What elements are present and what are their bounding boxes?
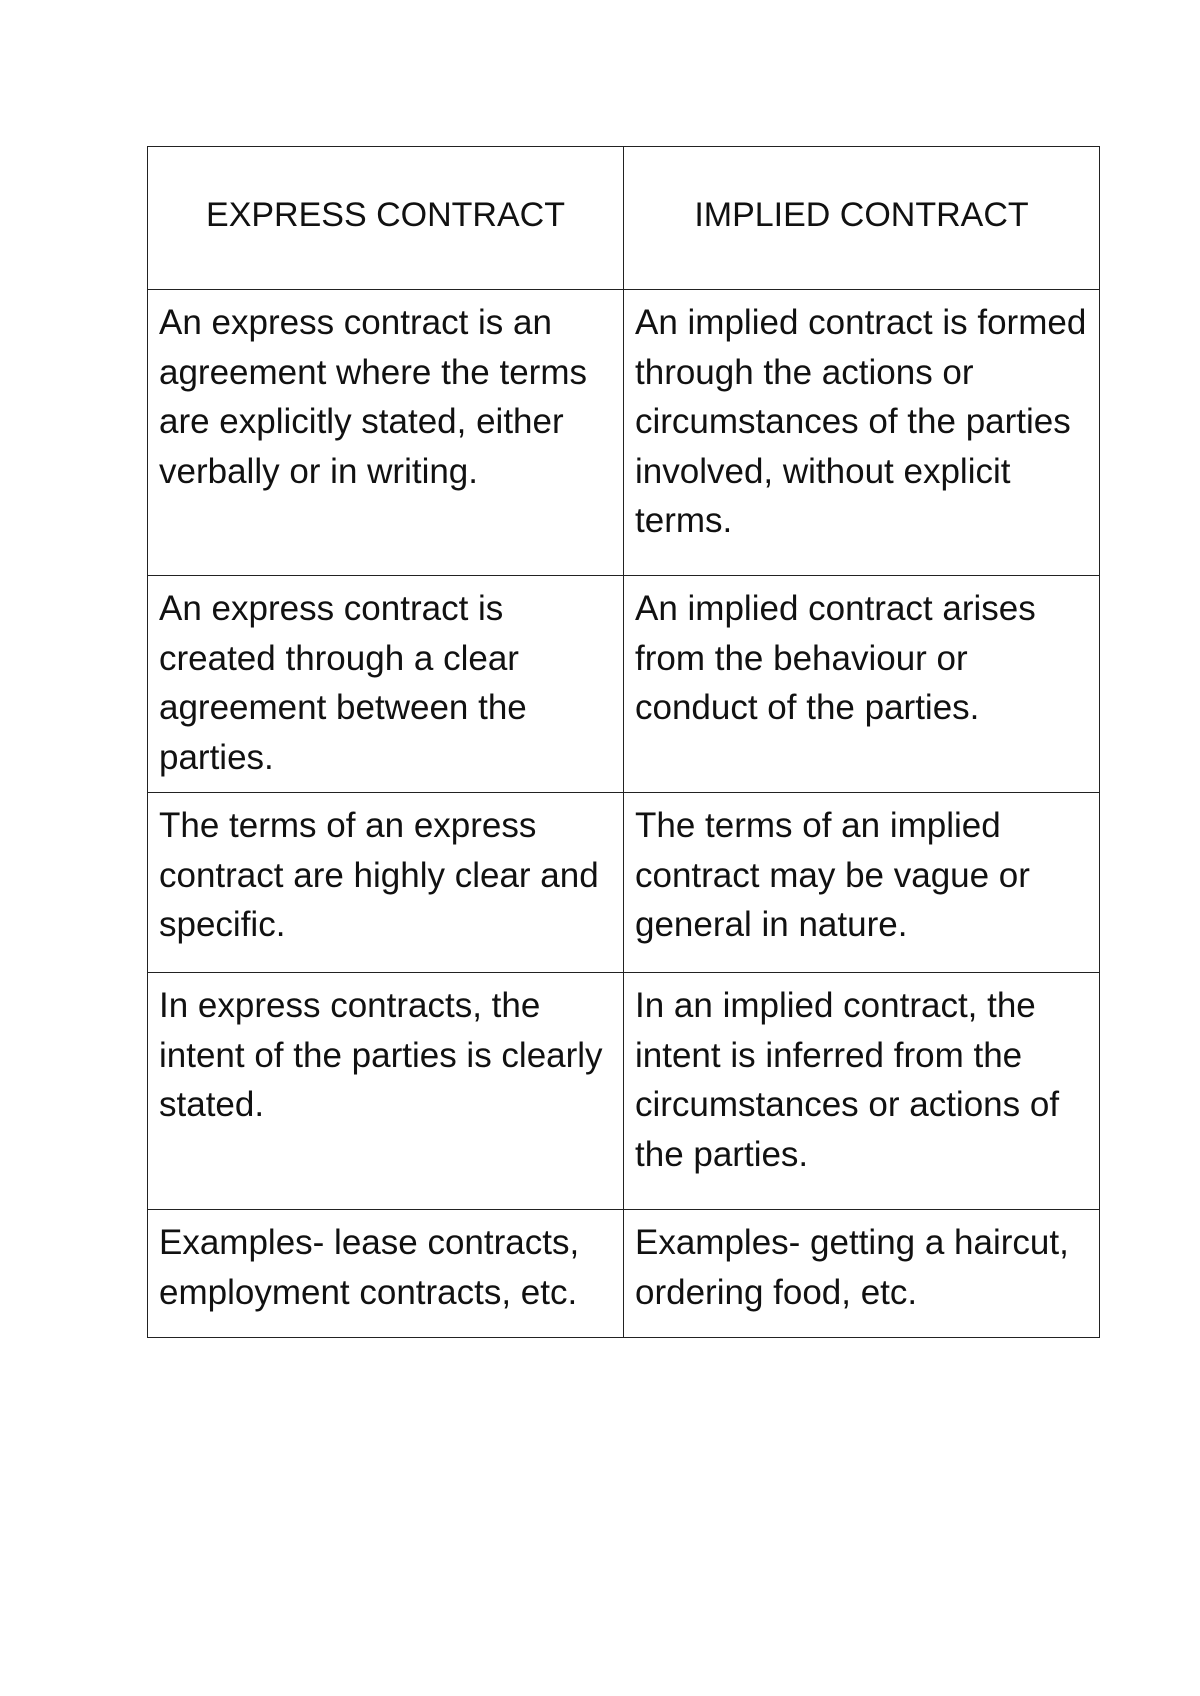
express-cell: In express contracts, the intent of the parties is clearly stated. [148, 973, 624, 1210]
express-cell: An express contract is created through a clear agreement between the parties. [148, 576, 624, 793]
table-row [148, 576, 1100, 793]
implied-cell: In an implied contract, the intent is inferred from the circumstances or actions of the parties. [624, 973, 1100, 1210]
table-row [148, 290, 1100, 576]
table-row [148, 1210, 1100, 1338]
table-row [148, 973, 1100, 1210]
comparison-table [147, 146, 1100, 1338]
table-row [148, 793, 1100, 973]
express-cell: An express contract is an agreement where the terms are explicitly stated, either verbally or in writing. [148, 290, 624, 576]
express-cell: Examples- lease contracts, employment contracts, etc. [148, 1210, 624, 1338]
header-row [148, 147, 1100, 290]
implied-cell: An implied contract is formed through the actions or circumstances of the parties involved, without explicit terms. [624, 290, 1100, 576]
implied-cell: The terms of an implied contract may be vague or general in nature. [624, 793, 1100, 973]
header-implied-contract: IMPLIED CONTRACT [624, 147, 1100, 290]
implied-cell: An implied contract arises from the behaviour or conduct of the parties. [624, 576, 1100, 793]
express-cell: The terms of an express contract are highly clear and specific. [148, 793, 624, 973]
implied-cell: Examples- getting a haircut, ordering food, etc. [624, 1210, 1100, 1338]
header-express-contract: EXPRESS CONTRACT [148, 147, 624, 290]
